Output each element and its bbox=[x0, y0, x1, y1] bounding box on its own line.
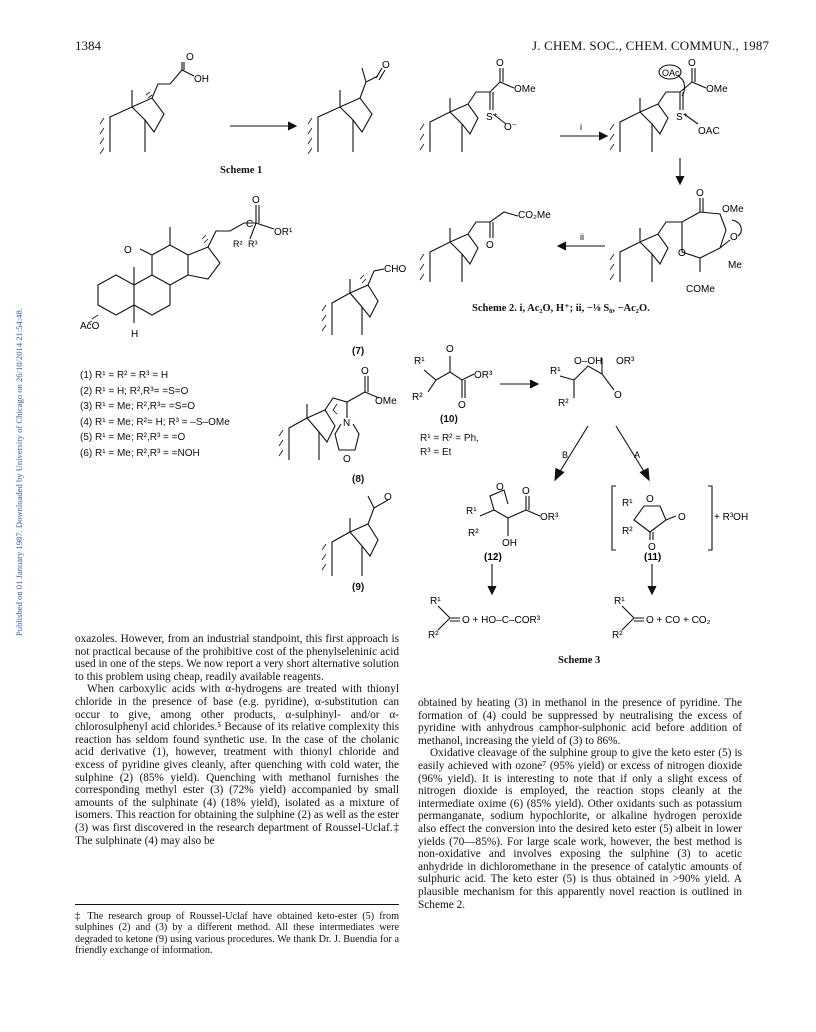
s3-int-ooh: O–OH bbox=[574, 356, 603, 367]
left-column bbox=[75, 633, 399, 847]
s2-o-c: O bbox=[696, 188, 704, 199]
s3-12-o1: O bbox=[496, 482, 504, 493]
s1-o2-atom: O bbox=[382, 60, 390, 71]
steroid-1-6-structure bbox=[78, 195, 313, 345]
reagent-ii: ii bbox=[580, 232, 584, 242]
right-paragraph-1: obtained by heating (3) in methanol in the presence of pyridine. The formation of (4) could be suppressed by neutralising the excess of pyridine with anhydrous camphor-sulphonic acid before addition of methanol, increasing the yield of (3) to 86%. bbox=[418, 697, 742, 747]
c1-o-acid: O bbox=[252, 195, 260, 206]
s3-11-o1: O bbox=[646, 494, 654, 505]
s3-int-or3: OR³ bbox=[616, 356, 635, 367]
left-paragraph-2: When carboxylic acids with α-hydrogens are treated with thionyl chloride in the presence of base (e.g. pyridine), α-substitution can occur to give, among other products, α-sulphinyl- and/or α-chlorosulphenyl acid chlorides.⁵ Because of its relative complexity this reaction has seldom found synthetic use. In the case of the cholanic acid derivative (1), however, treatment with thionyl chloride and excess of pyridine gives cleanly, after quenching with cold water, the sulphine (2) (85% yield). Quenching with methanol furnishes the corresponding methyl ester (3) (72% yield) accompanied by small amounts of the sulphinate (4) (18% yield), isolated as a mixture of isomers. This reaction for obtaining the sulphine (2) as well as the ester (3) was first discovered in the research department of Roussel-Uclaf.‡ The sulphinate (4) may also be bbox=[75, 683, 399, 847]
s3-12-oh: OH bbox=[502, 538, 517, 549]
compound-10-label: (10) bbox=[440, 414, 458, 425]
s3-11-r1: R¹ bbox=[622, 498, 633, 509]
s2-ome-b: OMe bbox=[706, 84, 728, 95]
c1-or1: OR¹ bbox=[274, 227, 293, 238]
journal-header: J. CHEM. SOC., CHEM. COMMUN., 1987 bbox=[532, 38, 770, 53]
s3-11-o3: O bbox=[648, 542, 656, 553]
c8-ome: OMe bbox=[375, 396, 397, 407]
compound-3: (3) R¹ = Me; R²,R³= =S=O bbox=[80, 401, 196, 412]
c1-c-atom: C bbox=[246, 219, 254, 230]
compound-2: (2) R¹ = H; R²,R³= =S=O bbox=[80, 385, 189, 397]
s3-right-products: O + CO + CO₂ bbox=[646, 615, 711, 626]
s3-left-products: O + HO–C–COR³ bbox=[462, 615, 541, 626]
s2-o-a: O bbox=[496, 58, 504, 69]
scheme-2-caption-text: Scheme 2. i, Ac₂O, H⁺; ii, −⅛ S₈, −Ac₂O. bbox=[472, 303, 650, 314]
scheme-1-caption: Scheme 1 bbox=[220, 165, 263, 176]
s3-12-o2: O bbox=[522, 486, 530, 497]
compound-4: (4) R¹ = Me; R²= H; R³ = –S–OMe bbox=[80, 416, 230, 428]
s2-o-f: O bbox=[486, 240, 494, 251]
s2-come: COMe bbox=[686, 284, 715, 295]
compound-list bbox=[80, 368, 230, 461]
s3-12-r1: R¹ bbox=[466, 506, 477, 517]
scheme-3-figure bbox=[408, 340, 768, 640]
s2-ome-a: OMe bbox=[514, 84, 536, 95]
s3-10-o2: O bbox=[458, 400, 466, 411]
c7-cho: CHO bbox=[384, 264, 407, 275]
reagent-i: i bbox=[580, 122, 582, 132]
footnote-rule bbox=[75, 904, 399, 905]
s3-int-r1: R¹ bbox=[550, 366, 561, 377]
c1-aco: AcO bbox=[80, 321, 100, 332]
left-paragraph-1: oxazoles. However, from an industrial standpoint, this first approach is not practical because of the prohibitive cost of the phenylseleninic acid used in one of the steps. We now report a very short alternative solution to this problem using cheap, readily available reagents. bbox=[75, 633, 399, 683]
compound-1: (1) R¹ = R² = R³ = H bbox=[80, 370, 169, 381]
s3-11-r2: R² bbox=[622, 526, 633, 537]
c10-def-r3: R³ = Et bbox=[420, 447, 452, 458]
s2-oac-top: OAc bbox=[662, 68, 680, 78]
s3-10-or3: OR³ bbox=[474, 370, 493, 381]
s3-a-r2: R² bbox=[612, 630, 623, 641]
s3-10-r1: R¹ bbox=[414, 356, 425, 367]
compound-10-definitions bbox=[420, 432, 479, 460]
compound-12-label: (12) bbox=[484, 552, 502, 563]
s3-int-r2: R² bbox=[558, 398, 569, 409]
compound-9-label: (9) bbox=[352, 582, 365, 593]
route-a-label: A bbox=[634, 450, 641, 460]
compound-11-label: (11) bbox=[644, 552, 662, 563]
s3-12-r2: R² bbox=[468, 528, 479, 539]
c8-morpholine-o: O bbox=[343, 454, 351, 465]
s3-b-r1: R¹ bbox=[430, 596, 441, 607]
s2-o-d: O bbox=[730, 232, 738, 243]
scheme-3-caption: Scheme 3 bbox=[558, 655, 601, 666]
scheme-2-caption bbox=[472, 302, 650, 314]
scheme-1-figure bbox=[90, 52, 390, 162]
compound-7-label: (7) bbox=[352, 346, 365, 357]
s1-oh-label: OH bbox=[194, 74, 209, 85]
page-number: 1384 bbox=[75, 38, 101, 53]
scheme-2-figure bbox=[420, 58, 760, 312]
compound-5: (5) R¹ = Me; R²,R³ = =O bbox=[80, 432, 186, 443]
s2-o-minus: O⁻ bbox=[504, 122, 518, 133]
footnote bbox=[75, 911, 399, 957]
c9-o: O bbox=[384, 492, 392, 503]
s2-o-b: O bbox=[688, 58, 696, 69]
s3-int-o: O bbox=[614, 390, 622, 401]
compound-9-structure bbox=[318, 490, 408, 578]
s3-a-r1: R¹ bbox=[614, 596, 625, 607]
c1-r3: R³ bbox=[248, 239, 258, 249]
compound-8-label: (8) bbox=[352, 474, 365, 485]
footnote-text: ‡ The research group of Roussel-Uclaf have obtained keto-ester (5) from sulphines (2) and (3) by a different method. All these intermediates were degraded to ketone (9) using various procedures. We thank Dr. J. Buendia for a friendly exchange of information. bbox=[75, 911, 399, 957]
download-watermark bbox=[2, 180, 24, 640]
s3-b-r2: R² bbox=[428, 630, 439, 641]
route-b-label: B bbox=[562, 450, 569, 460]
c8-o: O bbox=[361, 366, 369, 377]
s1-o-atom: O bbox=[186, 52, 194, 63]
watermark-text: Published on 01 January 1987. Downloaded by University of Chicago on 26/10/2014 21:54:48. bbox=[14, 308, 24, 636]
c10-def-r1r2: R¹ = R² = Ph, bbox=[420, 433, 479, 444]
compound-7-structure bbox=[318, 255, 408, 337]
s2-co2me: CO₂Me bbox=[518, 210, 551, 221]
right-column bbox=[418, 697, 742, 911]
compound-6: (6) R¹ = Me; R²,R³ = =NOH bbox=[80, 447, 200, 459]
compound-8-structure bbox=[275, 366, 397, 470]
s2-me: Me bbox=[728, 260, 742, 271]
s2-o-e: O bbox=[678, 248, 686, 259]
s3-r3oh: + R³OH bbox=[714, 512, 749, 523]
c1-r2: R² bbox=[233, 239, 243, 249]
s2-s-b: S⁺ bbox=[676, 112, 688, 123]
c1-o-11: O bbox=[124, 245, 132, 256]
s2-ome-c: OMe bbox=[722, 204, 744, 215]
s3-12-or3: OR³ bbox=[540, 512, 559, 523]
s2-oac-b: OAC bbox=[698, 126, 720, 137]
c1-h: H bbox=[131, 329, 139, 340]
c8-n: N bbox=[343, 418, 351, 429]
s3-11-o2: O bbox=[678, 512, 686, 523]
s2-s-a: S⁺ bbox=[486, 112, 498, 123]
s3-10-o1: O bbox=[446, 344, 454, 355]
s3-10-r2: R² bbox=[412, 392, 423, 403]
right-paragraph-2: Oxidative cleavage of the sulphine group to give the keto ester (5) is easily achieved with ozone⁷ (95% yield) or excess of nitrogen dioxide (96% yield). It is interesting to note that if only a slight excess of nitrogen dioxide is employed, the reaction stops cleanly at the intermediate oxime (6) (85% yield). Other oxidants such as potassium permanganate, sodium hypochlorite, or alkaline hydrogen peroxide also effect the conversion into the desired keto ester (5) albeit in lower yields (70—85%). For large scale work, however, the best method is non-oxidative and involves exposing the sulphine (3) to acetic anhydride in dichloromethane in the presence of catalytic amounts of sulphuric acid. The keto ester (5) is thus obtained in >90% yield. A plausible mechanism for this apparently novel reaction is outlined in Scheme 2. bbox=[418, 747, 742, 911]
